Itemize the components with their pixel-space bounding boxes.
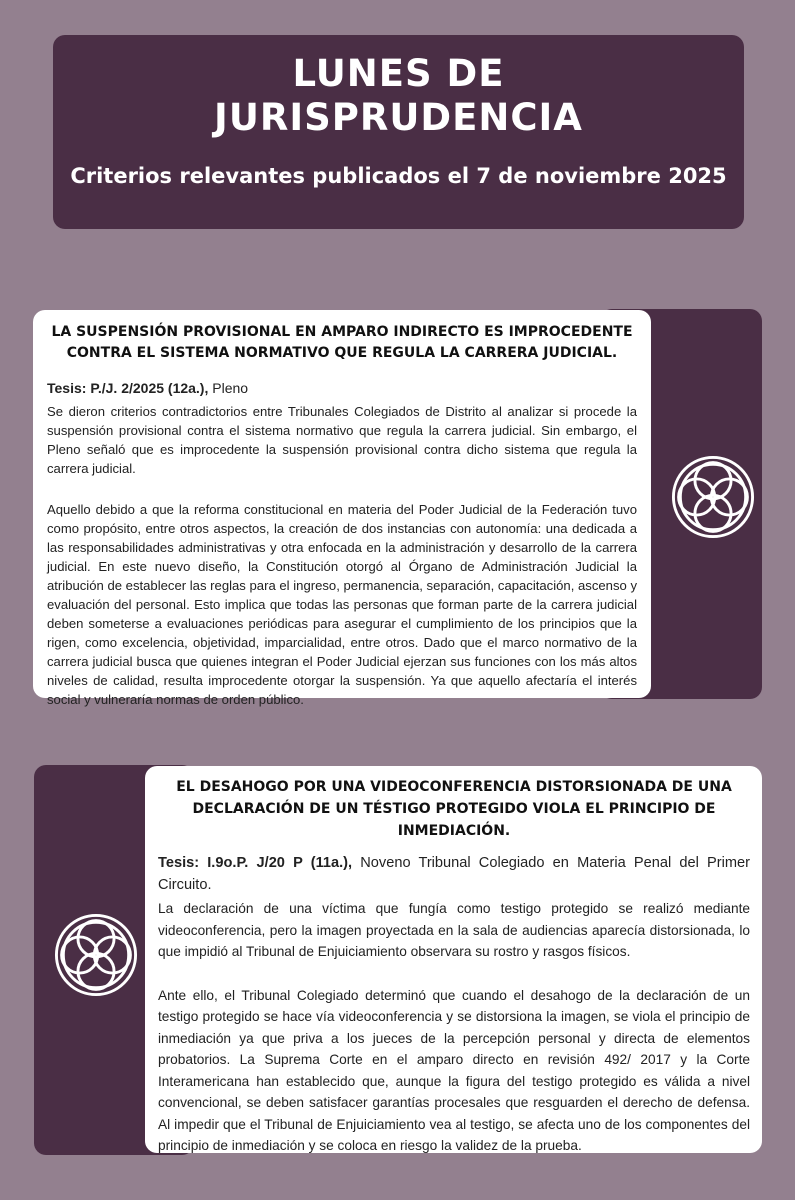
criterion-2-tesis (158, 852, 750, 896)
criterion-1-tesis-source: Pleno (208, 380, 249, 396)
circular-knot-icon (53, 912, 139, 998)
criterion-1-paragraph-1: Se dieron criterios contradictorios entre Tribunales Colegiados de Distrito al analizar si procede la suspensión provisional contra el sistema normativo que regula la carrera judicial. Sin embargo, el Pleno señaló que es improcedente la suspensión provisional contra dicho sistema que regula la carrera judicial. (47, 404, 637, 476)
criterion-2-tesis-label: Tesis: I.9o.P. J/20 P (11a.), (158, 855, 353, 871)
criterion-2-paragraph-2: Ante ello, el Tribunal Colegiado determinó que cuando el desahogo de la declaración de un testigo protegido se hace vía videoconferencia y se distorsiona la imagen, se viola el principio de inmediación ya que priva a los jueces de la percepción personal y directa de elementos probatorios. La Suprema Corte en el amparo directo en revisión 492/ 2017 y la Corte Interamericana han establecido que, aunque la figura del testigo protegido es válida a nivel convencional, se deben satisfacer garantías procesales que resguarden el derecho de defensa. Al impedir que el Tribunal de Enjuiciamiento vea al testigo, se afecta uno de los componentes del principio de inmediación y se coloca en riesgo la validez de la prueba. (158, 987, 750, 1153)
criterion-1-tesis (47, 378, 637, 398)
circular-knot-icon (670, 454, 756, 540)
page-subtitle: Criterios relevantes publicados el 7 de noviembre 2025 (70, 164, 727, 188)
criterion-card-1 (33, 310, 651, 707)
page-title-line1: LUNES DE (292, 52, 505, 95)
criterion-1-tesis-label: Tesis: P./J. 2/2025 (12a.), (47, 380, 209, 396)
criterion-1-title: LA SUSPENSIÓN PROVISIONAL EN AMPARO INDIRECTO ES IMPROCEDENTE CONTRA EL SISTEMA NORMATIVO QUE REGULA LA CARRERA JUDICIAL. (51, 324, 633, 361)
page-title-line2: JURISPRUDENCIA (214, 96, 583, 139)
criterion-2-title: EL DESAHOGO POR UNA VIDEOCONFERENCIA DISTORSIONADA DE UNA DECLARACIÓN DE UN TÉSTIGO PROTEGIDO VIOLA EL PRINCIPIO DE INMEDIACIÓN. (176, 779, 732, 839)
criterion-2-paragraph-1: La declaración de una víctima que fungía como testigo protegido se realizó mediante videoconferencia, pero la imagen proyectada en la sala de audiencias aparecía distorsionada, lo que impidió al Tribunal de Enjuiciamiento observara su rostro y rasgos físicos. (158, 901, 750, 959)
criterion-card-2 (145, 766, 762, 1153)
criterion-1-paragraph-2: Aquello debido a que la reforma constitucional en materia del Poder Judicial de la Federación tuvo como propósito, entre otros aspectos, la creación de dos instancias con autonomía: una dedicada a las responsabilidades administrativas y otra enfocada en la administración y desarrollo de la carrera judicial. En este nuevo diseño, la Constitución otorgó al Órgano de Administración Judicial la atribución de establecer las reglas para el ingreso, permanencia, separación, capacitación, ascenso y evaluación del personal. Esto implica que todas las personas que forman parte de la carrera judicial deben someterse a evaluaciones periódicas para asegurar el cumplimiento de los principios que la rigen, como excelencia, objetividad, imparcialidad, entre otros. Dado que el marco normativo de la carrera judicial busca que quienes integran el Poder Judicial ejerzan sus funciones con los más altos niveles de calidad, resulta improcedente otorgar la suspensión. Ya que aquello afectaría el interés social y vulneraría normas de orden público. (47, 502, 637, 707)
header-banner (53, 35, 744, 229)
criterion-2-tesis-source: Noveno Tribunal Colegiado en Materia Penal del Primer Circuito. (158, 855, 750, 893)
